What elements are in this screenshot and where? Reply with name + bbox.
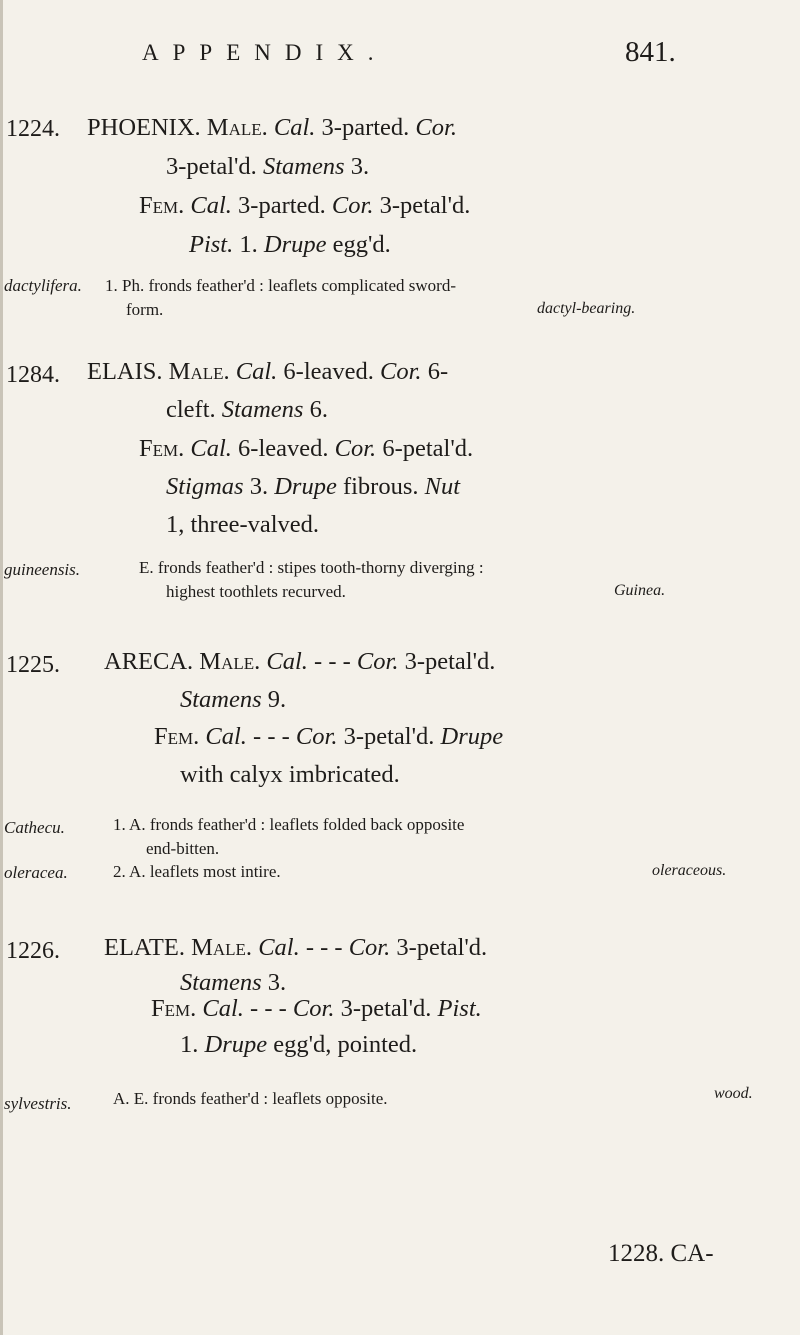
term-italic: Stamens [262, 153, 345, 180]
sex-label: Fem. [154, 723, 200, 750]
genus-line [151, 995, 482, 1023]
term-italic: Cor. [295, 723, 338, 750]
text-segment: 1, three-valved. [166, 511, 320, 538]
species-description: E. fronds feather'd : stipes tooth-thorny diverging : [139, 558, 484, 577]
term-italic: Cal. [202, 995, 244, 1022]
text-segment: 3-petal'd. [337, 723, 441, 750]
term-italic: Cor. [334, 435, 377, 462]
genus-line [87, 114, 457, 142]
term-italic: Stamens [180, 969, 262, 996]
genus-line [166, 473, 460, 501]
species-description-cont: form. [126, 300, 164, 319]
genus-line [154, 723, 503, 751]
entry-number: 1226. [6, 938, 60, 964]
term-italic: Stamens [180, 686, 262, 713]
text-segment: - - - [243, 995, 293, 1022]
text-segment: - - - [307, 648, 357, 675]
text-segment: 3-petal'd. [398, 648, 496, 675]
text-segment: 3-petal'd. [334, 995, 438, 1022]
term-italic: Cor. [331, 192, 374, 219]
text-segment: ELAIS. [87, 358, 169, 385]
text-segment: 6. [303, 396, 328, 423]
text-segment: - - - [246, 723, 296, 750]
sex-label: Male. [168, 358, 230, 385]
term-italic: Cal. [190, 435, 232, 462]
genus-line [104, 934, 487, 962]
text-segment: egg'd, pointed. [267, 1031, 418, 1058]
text-segment: 3-parted. [315, 114, 416, 141]
text-segment: 3-petal'd. [373, 192, 471, 219]
text-segment: 3. [344, 153, 370, 180]
common-name: oleraceous. [652, 862, 727, 879]
sex-label: Fem. [139, 435, 185, 462]
genus-line [139, 435, 473, 463]
species-description: 1. Ph. fronds feather'd : leaflets complicated sword- [105, 276, 456, 295]
text-segment: 1. [180, 1031, 205, 1058]
text-segment: 6-leaved. [277, 358, 381, 385]
term-italic: Cal. [266, 648, 308, 675]
page-edge-shadow [0, 0, 3, 1335]
text-segment: 6-petal'd. [376, 435, 474, 462]
species-epithet: oleracea. [4, 863, 68, 882]
text-segment: 3. [261, 969, 287, 996]
species-epithet: sylvestris. [4, 1094, 72, 1113]
term-italic: Cal. [190, 192, 232, 219]
text-segment: fibrous. [336, 473, 425, 500]
genus-line [180, 686, 286, 714]
term-italic: Cal. [235, 358, 278, 385]
common-name: dactyl-bearing. [537, 300, 636, 317]
page-number: 841. [625, 36, 676, 68]
term-italic: Nut [424, 473, 461, 500]
species-description: 2. A. leaflets most intire. [113, 862, 281, 881]
sex-label: Male. [199, 648, 261, 675]
term-italic: Cor. [380, 358, 422, 385]
sex-label: Fem. [139, 192, 185, 219]
term-italic: Stigmas [166, 473, 244, 500]
running-head-title: APPENDIX. [142, 40, 388, 65]
genus-line [104, 648, 495, 676]
text-segment: cleft. [166, 396, 222, 423]
text-segment: 1. [233, 231, 264, 258]
text-segment: 3-petal'd. [166, 153, 263, 180]
term-italic: Cal. [205, 723, 247, 750]
term-italic: Cal. [258, 934, 300, 961]
term-italic: Cor. [415, 114, 457, 141]
term-italic: Pist. [437, 995, 482, 1022]
species-description-cont: highest toothlets recurved. [166, 582, 346, 601]
text-segment: - - - [299, 934, 349, 961]
sex-label: Male. [206, 114, 268, 141]
text-segment: 3. [243, 473, 275, 500]
text-segment: 9. [261, 686, 287, 713]
text-segment: ARECA. [104, 648, 200, 675]
term-italic: Cor. [292, 995, 335, 1022]
genus-line [166, 511, 319, 539]
text-segment: 6-leaved. [231, 435, 335, 462]
genus-line [180, 1031, 417, 1059]
species-description: 1. A. fronds feather'd : leaflets folded back opposite [113, 815, 465, 834]
entry-number: 1284. [6, 362, 60, 388]
text-segment: with calyx imbricated. [180, 761, 400, 788]
common-name: wood. [714, 1085, 753, 1102]
entry-number: 1225. [6, 652, 60, 678]
text-segment: 3-petal'd. [390, 934, 488, 961]
sex-label: Male. [191, 934, 253, 961]
genus-line [87, 358, 448, 386]
term-italic: Cor. [348, 934, 391, 961]
text-segment: 6- [421, 358, 449, 385]
term-italic: Cor. [356, 648, 399, 675]
common-name: Guinea. [614, 582, 666, 599]
species-description-cont: end-bitten. [146, 839, 220, 858]
entry-number: 1224. [6, 116, 60, 142]
term-italic: Drupe [204, 1031, 268, 1058]
species-epithet: Cathecu. [4, 818, 65, 837]
genus-line [166, 396, 328, 424]
species-description: A. E. fronds feather'd : leaflets opposite. [113, 1089, 388, 1108]
genus-line [180, 761, 400, 789]
term-italic: Drupe [263, 231, 327, 258]
term-italic: Cal. [273, 114, 316, 141]
genus-line [189, 231, 391, 259]
text-segment: PHOENIX. [87, 114, 207, 141]
sex-label: Fem. [151, 995, 197, 1022]
term-italic: Stamens [221, 396, 304, 423]
term-italic: Pist. [189, 231, 234, 258]
genus-line [166, 153, 369, 181]
catchword: 1228. CA- [608, 1240, 714, 1267]
text-segment: 3-parted. [231, 192, 332, 219]
genus-line [139, 192, 470, 220]
text-segment: ELATE. [104, 934, 192, 961]
term-italic: Drupe [274, 473, 337, 500]
species-epithet: guineensis. [4, 560, 81, 579]
species-epithet: dactylifera. [4, 276, 82, 295]
genus-line [180, 969, 286, 997]
term-italic: Drupe [440, 723, 504, 750]
text-segment: egg'd. [326, 231, 391, 258]
